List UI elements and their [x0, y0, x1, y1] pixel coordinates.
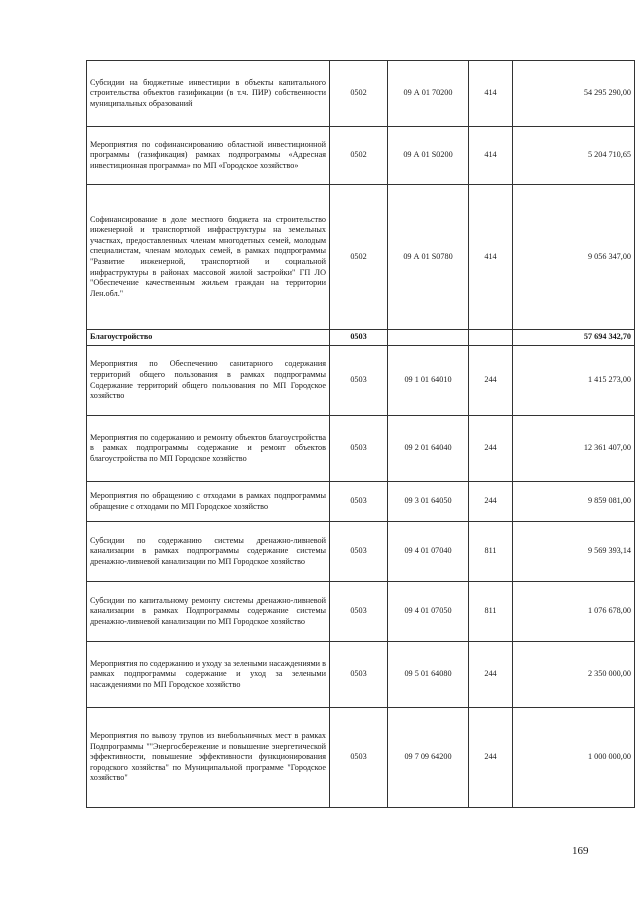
row-sum: 2 350 000,00 — [513, 642, 635, 708]
row-target-article: 09 5 01 64080 — [388, 642, 469, 708]
row-section: 0503 — [330, 482, 388, 522]
table-row — [87, 708, 635, 808]
row-expense-type: 244 — [469, 346, 513, 416]
table-row — [87, 416, 635, 482]
row-target-article: 09 4 01 07050 — [388, 582, 469, 642]
row-sum: 9 859 081,00 — [513, 482, 635, 522]
row-name: Мероприятия по содержанию и уходу за зелеными насаждениями в рамках подпрограммы содержание и уход за зелеными насаждениями по МП Городское хозяйство — [87, 642, 330, 708]
row-expense-type: 244 — [469, 482, 513, 522]
row-name: Субсидии на бюджетные инвестиции в объекты капитального строительства объектов газификации (в т.ч. ПИР) собственности муниципальных образований — [87, 61, 330, 127]
row-section: 0502 — [330, 61, 388, 127]
table-row — [87, 482, 635, 522]
row-section: 0503 — [330, 708, 388, 808]
budget-table — [86, 60, 635, 808]
row-expense-type: 414 — [469, 127, 513, 185]
row-name: Мероприятия по вывозу трупов из внебольничных мест в рамках Подпрограммы ""Энергосбережение и повышение энергетической эффективности, повышение эффективности функционирования городского хозяйства" по Муниципальной программе "Городское хозяйство" — [87, 708, 330, 808]
row-name: Софинансирование в доле местного бюджета на строительство инженерной и транспортной инфраструктуры на земельных участках, предоставленных членам многодетных семей, молодым специалистам, членам молодых семей, в рамках подпрограммы "Развитие инженерной, транспортной и социальной инфраструктуры в районах массовой жилой застройки" ГП ЛО "Обеспечение качественным жильем граждан на территории Лен.обл." — [87, 185, 330, 330]
row-expense-type: 244 — [469, 416, 513, 482]
page-number: 169 — [572, 845, 589, 857]
row-expense-type — [469, 330, 513, 346]
row-sum: 9 056 347,00 — [513, 185, 635, 330]
row-sum: 12 361 407,00 — [513, 416, 635, 482]
row-sum: 9 569 393,14 — [513, 522, 635, 582]
row-target-article: 09 4 01 07040 — [388, 522, 469, 582]
table-row — [87, 582, 635, 642]
row-name: Субсидии по содержанию системы дренажно-ливневой канализации в рамках подпрограммы содержание системы дренажно-ливневой канализации по МП Городское хозяйство — [87, 522, 330, 582]
row-expense-type: 414 — [469, 61, 513, 127]
row-sum: 5 204 710,65 — [513, 127, 635, 185]
row-name: Мероприятия по софинансированию областной инвестиционной программы (газификация) рамках подпрограммы «Адресная инвестиционная программа» по МП «Городское хозяйство» — [87, 127, 330, 185]
row-name: Мероприятия по содержанию и ремонту объектов благоустройства в рамках подпрограммы содержание и ремонт объектов благоустройства по МП Городское хозяйство — [87, 416, 330, 482]
row-target-article: 09 А 01 S0780 — [388, 185, 469, 330]
row-target-article: 09 7 09 64200 — [388, 708, 469, 808]
table-row — [87, 330, 635, 346]
table-row — [87, 61, 635, 127]
row-name: Благоустройство — [87, 330, 330, 346]
table-row — [87, 185, 635, 330]
row-target-article: 09 3 01 64050 — [388, 482, 469, 522]
row-target-article: 09 А 01 70200 — [388, 61, 469, 127]
row-sum: 1 076 678,00 — [513, 582, 635, 642]
row-sum: 1 000 000,00 — [513, 708, 635, 808]
row-target-article: 09 А 01 S0200 — [388, 127, 469, 185]
row-name: Мероприятия по обращению с отходами в рамках подпрограммы обращение с отходами по МП Городское хозяйство — [87, 482, 330, 522]
table-row — [87, 522, 635, 582]
row-expense-type: 244 — [469, 642, 513, 708]
row-expense-type: 811 — [469, 522, 513, 582]
row-sum: 1 415 273,00 — [513, 346, 635, 416]
row-target-article: 09 2 01 64040 — [388, 416, 469, 482]
row-name: Мероприятия по Обеспечению санитарного содержания территорий общего пользования в рамках подпрограммы Содержание территорий общего пользования по МП Городское хозяйство — [87, 346, 330, 416]
row-section: 0503 — [330, 346, 388, 416]
table-row — [87, 346, 635, 416]
row-section: 0503 — [330, 642, 388, 708]
table-row — [87, 642, 635, 708]
row-section: 0502 — [330, 127, 388, 185]
row-sum: 54 295 290,00 — [513, 61, 635, 127]
row-sum: 57 694 342,70 — [513, 330, 635, 346]
row-target-article: 09 1 01 64010 — [388, 346, 469, 416]
row-expense-type: 811 — [469, 582, 513, 642]
row-section: 0503 — [330, 522, 388, 582]
row-expense-type: 244 — [469, 708, 513, 808]
row-section: 0503 — [330, 330, 388, 346]
row-name: Субсидии по капитальному ремонту системы дренажно-ливневой канализации в рамках Подпрограммы содержание системы дренажно-ливневой канализации по МП Городское хозяйство — [87, 582, 330, 642]
row-section: 0503 — [330, 582, 388, 642]
row-section: 0503 — [330, 416, 388, 482]
row-expense-type: 414 — [469, 185, 513, 330]
row-target-article — [388, 330, 469, 346]
row-section: 0502 — [330, 185, 388, 330]
table-row — [87, 127, 635, 185]
